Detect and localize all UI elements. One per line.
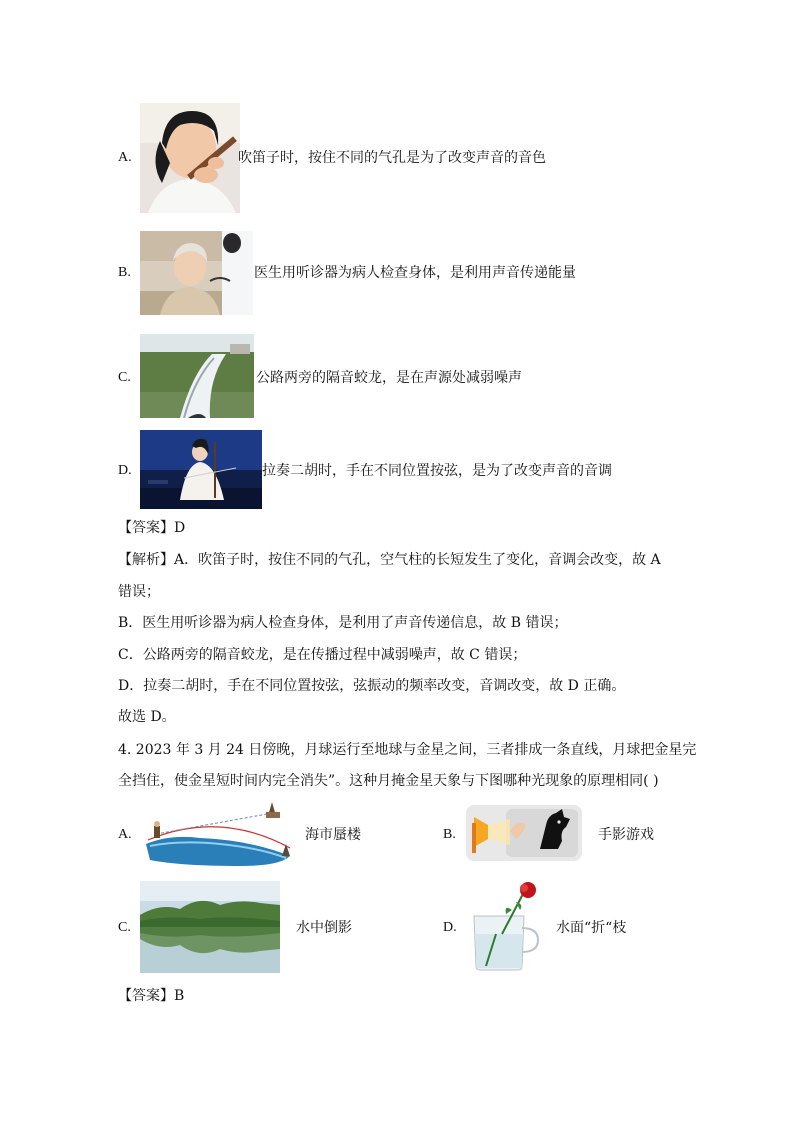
q4-option-d-text: 水面“折“枝	[556, 920, 627, 936]
option-b-text: 医生用听诊器为病人检查身体，是利用声音传递能量	[254, 265, 576, 281]
q4-option-d-letter: D.	[443, 920, 457, 935]
q3-analysis-line: 故选 D。	[118, 709, 176, 725]
erhu-performer-photo	[140, 430, 262, 509]
q4-option-a-letter: A.	[118, 827, 132, 842]
mirage-diagram	[140, 800, 300, 870]
q4-answer: 【答案】B	[118, 988, 185, 1004]
q3-answer: 【答案】D	[118, 520, 186, 536]
stethoscope-photo	[140, 231, 253, 315]
q4-option-c-text: 水中倒影	[296, 920, 352, 936]
option-a-text: 吹笛子时，按住不同的气孔是为了改变声音的音色	[238, 150, 546, 166]
flute-girl-photo	[140, 103, 240, 213]
q4-stem-line: 4. 2023 年 3 月 24 日傍晚，月球运行至地球与金星之间，三者排成一条直线，月球把金星完	[118, 742, 697, 758]
q3-analysis-line: D．拉奏二胡时，手在不同位置按弦，弦振动的频率改变，音调改变，故 D 正确。	[118, 678, 626, 694]
q4-option-b-letter: B.	[443, 827, 456, 842]
q3-analysis-line: 【解析】A．吹笛子时，按住不同的气孔，空气柱的长短发生了变化，音调会改变，故 A	[118, 552, 661, 568]
option-c-letter: C.	[118, 370, 131, 385]
q4-option-c-letter: C.	[118, 920, 131, 935]
water-reflection-photo	[140, 881, 280, 973]
q3-analysis-line: C．公路两旁的隔音蛟龙，是在传播过程中减弱噪声，故 C 错误；	[118, 647, 527, 663]
option-a-letter: A.	[118, 150, 132, 165]
q4-stem-line: 全挡住，使金星短时间内完全消失”。这种月掩金星天象与下图哪种光现象的原理相同( )	[118, 773, 659, 789]
option-c-text: 公路两旁的隔音蛟龙，是在声源处减弱噪声	[256, 370, 522, 386]
q3-analysis-line: 错误；	[118, 584, 160, 600]
bent-stem-in-water-photo	[466, 880, 552, 972]
q4-option-b-text: 手影游戏	[598, 827, 654, 843]
sound-barrier-road-photo	[140, 334, 254, 418]
option-d-letter: D.	[118, 463, 132, 478]
q3-analysis-line: B．医生用听诊器为病人检查身体，是利用了声音传递信息，故 B 错误；	[118, 615, 568, 631]
q4-option-a-text: 海市蜃楼	[305, 827, 361, 843]
hand-shadow-photo	[466, 805, 582, 861]
option-b-letter: B.	[118, 265, 131, 280]
option-d-text: 拉奏二胡时，手在不同位置按弦，是为了改变声音的音调	[262, 463, 612, 479]
